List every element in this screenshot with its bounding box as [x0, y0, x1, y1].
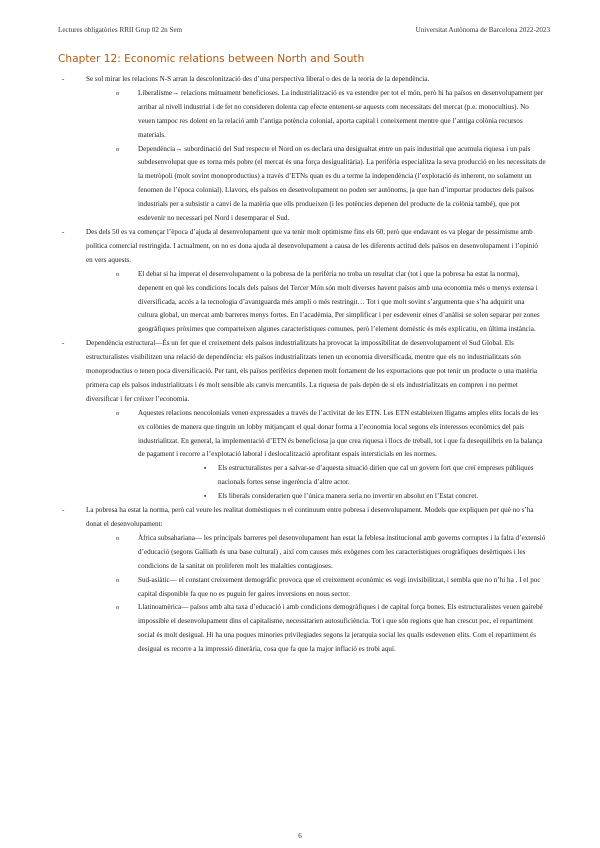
sub-list: [86, 532, 546, 657]
list-item: [58, 337, 546, 504]
sub-list-item: [86, 532, 546, 574]
sub-list-item: [86, 407, 546, 504]
list-item: [58, 73, 546, 226]
bullet-text: - Se sol mirar les relacions N-S arran la descolonització des d’una perspectiva liberal o des de la teoria de la dependència.: [86, 75, 430, 83]
page-number: 6: [298, 832, 302, 840]
bullet-text: - La pobresa ha estat la norma, però cal veure les realitat domèstiques n el continuum entre pobresa i desenvolupament. Models que expliquen per què no s’ha donat el desenvolupament:: [86, 506, 534, 528]
sub-list-item: [86, 601, 546, 657]
bullet-text: - Des dels 50 es va començar l’època d’ajuda al desenvolupament que va tenir molt optimisme fins els 60, però que endavant es va plegar de pessimisme amb política comercial restringida. I actualment, on no es dona ajuda al desenvolupament a causa de les diferents actitud dels països en desenvolupament i l’opinió en vers aquests.: [86, 227, 538, 264]
sub-bullet-text: o Llatinoamèrica— països amb alta taxa d’educació i amb condicions demogràfiques i de capital força bones. Els estructuralistes veuen gairebé impossible el desenvolupament dins el capitalisme, necessitarien autosuficiència. Tot i que són regions que han crescut poc, el repartiment social és molt desigual. Hi ha una poques minories privilegiades segons la jerarquia social les qualls esdevenen elits. Com el repartiment és desigual es recorre a la impressió dinerària, cosa que fa que la major inflació es trobi aquí.: [138, 603, 543, 654]
list-item: [58, 504, 546, 657]
header-left: Lectures obligatòries RRII Grup 02 2n Sem: [58, 26, 183, 34]
sub-sub-list-item: [138, 462, 546, 490]
bullet-text: - Dependència estructural—És un fet que el creixement dels països industrialitzats ha provocat la impossibilitat de desenvolupament el Sud Global. Els estructuralistes visibilitzen una relació de dependència: els països industrialitzats tenen un economia diversificada, mentre que els no industrialitzats són monoproductius o tenen poca diversificació. Per tant, els països perifèrics depenen molt fortament de les exportacions que pot tenir un producte o una matèria primera cap els països industrialitzats i és molt sensible als canvis mercantils. La riquesa de país depèn de si els industrialitzats en compren i no permet diversificar i fer créixer l’economia.: [86, 339, 538, 403]
sub-bullet-text: o Liberalisme→ relacions mútuament beneficioses. La industrialització es va estendre per tot el món, però hi ha països en desenvolupament per arribar al nivell industrial i de fet no consideren dolenta cap efecte entenent-se aquests com necessitats del mercat (p.e. monocultius). No veuen tampoc res dolent en la relació amb l’antiga potència colonial, aporta capital i coneixement mentre que l’antiga colònia recursos materials.: [138, 88, 544, 139]
sub-list: [86, 87, 546, 226]
list-item: [58, 226, 546, 337]
sub-list: [86, 407, 546, 504]
chapter-title: Chapter 12: Economic relations between North and South: [58, 53, 365, 65]
sub-sub-list-item: [138, 490, 546, 504]
document-body: [58, 73, 546, 657]
sub-sub-bullet-text: ▪ Els liberals considerarien que l’única manera seria no invertir en absolut en l’Estat concret.: [218, 492, 479, 501]
sub-list-item: [86, 574, 546, 602]
sub-bullet-text: o El debat si ha imperat el desenvolupament o la pobresa de la perifèria no troba un resultat clar (tot i que la pobresa ha estat la norma), depenent en què les condicions locals dels països del Tercer Món són molt diverses havent països amb una economia més o menys extensa i diversificada, accés a la tecnologia d’avantguarda més ampli o més restringit… Tot i que molt sovint s’argumenta que s’ha adquirit una cultura global, un mercat amb barreres menys fortes. En l’acadèmia, Per simplificar i per esdevenir eines d’anàlisi se solen separar per zones geogràfiques pròximes que comparteixen algunes característiques comunes, però l’element domèstic és més explicatiu, en última instància.: [138, 269, 540, 334]
sub-bullet-text: o Sud-asiàtic— el constant creixement demogràfic provoca que el creixement econòmic es vegi invisibilitzat, i sembla que no n’hi ha . I el poc capital disponible fa que no es puguin fer gaires inversions en nous sector.: [138, 575, 541, 598]
main-list: [58, 73, 546, 657]
sub-bullet-text: o Àfrica subsahariana— les principals barreres pel desenvolupament han estat la feblesa institucional amb governs corruptes i la falta d’extensió d’educació (segons Galliath és una base cultural) , així com causes més exògenes com les característiques orogràfiques desèrtiques i les condicions de la sanitat on proliferen molt les malalties contagioses.: [138, 533, 546, 570]
sub-sub-list: [138, 462, 546, 504]
sub-list-item: [86, 87, 546, 143]
sub-list: [86, 268, 546, 338]
sub-list-item: [86, 143, 546, 226]
sub-list-item: [86, 268, 546, 338]
sub-bullet-text: o Dependència→ subordinació del Sud respecte el Nord on es declara una desigualtat entre un país industrial que acumula riquesa i un país subdesenvolupat que es torna més pobre (el mercat és una força desigualitària). La perifèria especialitza la seva producció en les necessitats de la metròpoli (molt sovint monoproductius) a través d’ETNs quan es du a terme la independència (l’explotació és inherent, no solament un fenomen de l’època colonial). Llavors, els països en desenvolupament no poden ser autònoms, ja que han d’importar productes dels països industrials per a subsistir a canvi de la matèria que ells produeixen (i les potències depenen del producte de la colònia també), que pot esdevenir no necessari pel Nord i desemparar el Sud.: [138, 144, 546, 223]
sub-bullet-text: o Aquestes relacions neocolonials venen expressades a través de l’activitat de les ETN. Les ETN estableixen lligams amples elits locals de les ex colònies de manera que tinguin un lobby mitjançant el qual donar forma a l’economia local segons els interessos econòmics del país industrialitzat. En general, la implementació d’ETN és beneficiosa ja que crea riquesa i llocs de treball, tot i que fa desequilibris en la balança de pagament i recorre a l’explotació laboral i deslocalització aprofitant espais intersticials en les normes.: [138, 408, 543, 459]
sub-sub-bullet-text: ▪ Els estructuralistes per a salvar-se d’aquesta situació dirien que cal un govern fort que creï empreses públiques nacionals fortes sense ingerència d’altre actor.: [218, 464, 534, 487]
header-right: Universitat Autònoma de Barcelona 2022-2023: [415, 26, 550, 34]
